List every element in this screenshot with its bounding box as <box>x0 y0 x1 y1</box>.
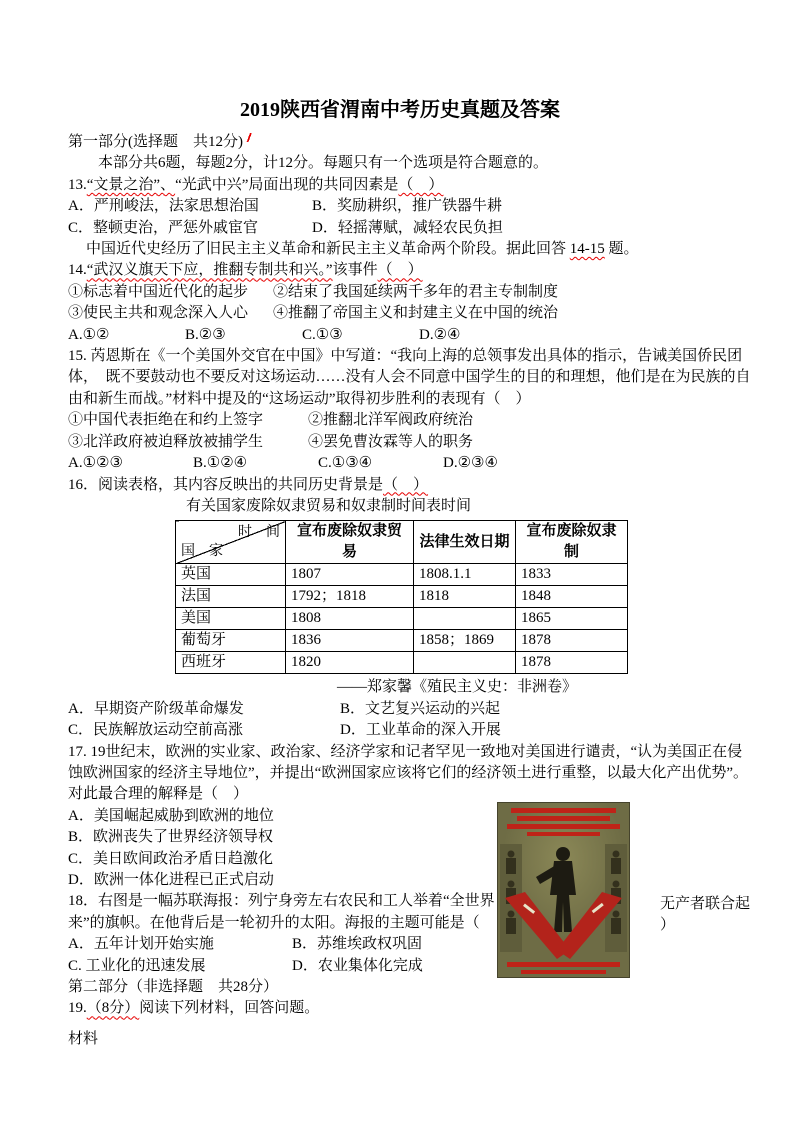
cell-country: 法国 <box>176 586 286 608</box>
cell-trade: 1807 <box>286 564 414 586</box>
q19-number: 19. <box>68 1000 87 1017</box>
spellcheck-mark <box>246 133 252 142</box>
blank-line <box>68 1020 732 1029</box>
cell-abolition: 1878 <box>516 630 628 652</box>
source-citation: ——郑家馨《殖民主义史：非洲卷》 <box>337 679 578 696</box>
statement-1: ①标志着中国近代化的起步 <box>68 283 249 300</box>
option-d: D．轻摇薄赋，减轻农民负担 <box>312 219 503 236</box>
q19-stem-text: 阅读下列材料，回答问题。 <box>139 1000 320 1017</box>
page-content <box>68 97 751 1050</box>
question-17-line2: 蚀欧洲国家的经济主导地位”，并提出“欧洲国家应该将它们的经济领土进行重整，以最大化产出优势”。 <box>68 764 748 781</box>
cell-country: 葡萄牙 <box>176 630 286 652</box>
note-text-pre: 中国近代史经历了旧民主主义革命和新民主主义革命两个阶段。据此回答 <box>86 241 570 258</box>
question-18-options-ab <box>68 934 732 955</box>
q14-quoted-text: “武汉义旗天下应，推翻专制共和兴。” <box>86 262 333 279</box>
option-c: C. 工业化的迅速发展 <box>68 957 206 974</box>
questions-17-18-block <box>68 806 751 977</box>
cell-country: 美国 <box>176 608 286 630</box>
table-corner-cell <box>176 521 286 564</box>
option-b: B．文艺复兴运动的兴起 <box>340 700 501 717</box>
table-header-row <box>176 521 628 564</box>
table-caption: 有关国家废除奴隶贸易和奴隶制时间表时间 <box>186 497 472 514</box>
option-a: A．五年计划开始实施 <box>68 936 214 953</box>
questions-14-15-note <box>68 239 732 260</box>
statement-4: ④罢免曹汝霖等人的职务 <box>308 433 474 450</box>
column-header: 宣布废除奴隶制 <box>516 521 628 564</box>
cell-law: 1818 <box>414 586 516 608</box>
part2-heading: 第二部分（非选择题 共28分） <box>68 979 279 995</box>
cell-law: 1808.1.1 <box>414 564 516 586</box>
question-18-line1-continued: 无产者联合起 <box>660 895 751 912</box>
question-19-stem <box>68 998 732 1019</box>
option-c: C.①③ <box>302 326 343 343</box>
table-row <box>176 630 628 652</box>
q13-quoted-term: “文景之治”、 <box>86 176 176 193</box>
question-15-line1: 15. 芮恩斯在《一个美国外交官在中国》中写道：“我向上海的总领事发出具体的指示，告诫美国侨民团 <box>68 348 743 365</box>
question-15-line3: 由和新生而战。”材料中提及的“这场运动”取得初步胜利的表现有（ ） <box>68 390 531 407</box>
question-15-statements-12 <box>68 410 732 431</box>
question-15-options <box>68 453 732 474</box>
q16-stem-text: 16．阅读表格，其内容反映出的共同历史背景是 <box>68 476 384 493</box>
question-13-options-ab <box>68 196 732 217</box>
option-b: B．苏维埃政权巩固 <box>292 936 423 953</box>
statement-3: ③北洋政府被迫释放被捕学生 <box>68 433 264 450</box>
corner-label-time: 时 间 <box>238 525 280 541</box>
question-16-options-cd <box>68 720 732 741</box>
option-b: B.①②④ <box>193 455 248 472</box>
question-17-option-d: D．欧洲一体化进程已正式启动 <box>68 871 274 888</box>
option-a: A.①②③ <box>68 455 123 472</box>
question-range: 14-15 <box>569 241 605 258</box>
question-18-options-cd <box>68 956 732 977</box>
option-d: D．农业集体化完成 <box>292 957 423 974</box>
question-18-line1: 18．右图是一幅苏联海报：列宁身旁左右农民和工人举着“全世界 <box>68 893 495 910</box>
cell-abolition: 1878 <box>516 652 628 674</box>
cell-abolition: 1865 <box>516 608 628 630</box>
statement-1: ①中国代表拒绝在和约上签字 <box>68 412 264 429</box>
soviet-poster-image <box>497 802 630 978</box>
corner-label-country: 国 家 <box>181 544 223 560</box>
option-d: D.②③④ <box>443 455 498 472</box>
question-17-line1: 17. 19世纪末，欧洲的实业家、政治家、经济学家和记者罕见一致地对美国进行谴责，“认为美国正在侵 <box>68 743 743 760</box>
question-14-options <box>68 325 732 346</box>
statement-2: ②结束了我国延续两千多年的君主专制制度 <box>273 283 559 300</box>
cell-law: 1858；1869 <box>414 630 516 652</box>
option-c: C．民族解放运动空前高涨 <box>68 722 244 739</box>
cell-trade: 1836 <box>286 630 414 652</box>
option-c: C．整顿吏治，严惩外戚宦官 <box>68 219 259 236</box>
statement-4: ④推翻了帝国主义和封建主义在中国的统治 <box>273 305 559 322</box>
part1-heading <box>68 132 732 153</box>
cell-trade: 1792；1818 <box>286 586 414 608</box>
document-title: 2019陕西省渭南中考历史真题及答案 <box>240 99 560 121</box>
q14-answer-blank: （ ） <box>377 262 423 279</box>
question-15-statements-34 <box>68 432 732 453</box>
material-label: 材料 <box>68 1030 99 1047</box>
option-a: A．严刑峻法，法家思想治国 <box>68 198 259 215</box>
q14-stem-text: 该事件 <box>332 262 378 279</box>
question-16-options-ab <box>68 699 732 720</box>
option-b: B.②③ <box>185 326 226 343</box>
q13-stem-text: “光武中兴”局面出现的共同因素是 <box>175 176 399 193</box>
option-a: A.①② <box>68 326 110 343</box>
cell-trade: 1820 <box>286 652 414 674</box>
option-b: B．奖励耕织，推广铁器牛耕 <box>312 198 503 215</box>
question-13-stem <box>68 175 732 196</box>
q16-answer-blank: （ ） <box>383 476 429 493</box>
statement-3: ③使民主共和观念深入人心 <box>68 305 249 322</box>
question-16-stem <box>68 475 732 496</box>
q19-score: （8分） <box>86 1000 140 1017</box>
part1-intro: 本部分共6题，每题2分，计12分。每题只有一个选项是符合题意的。 <box>98 155 549 172</box>
cell-law <box>414 608 516 630</box>
question-14-stem <box>68 260 732 281</box>
table-row <box>176 564 628 586</box>
part1-heading-text: 第一部分(选择题 共12分) <box>68 134 243 150</box>
cell-trade: 1808 <box>286 608 414 630</box>
question-14-statements-12 <box>68 282 732 303</box>
cell-country: 西班牙 <box>176 652 286 674</box>
option-c: C.①③④ <box>318 455 373 472</box>
question-17-option-b: B．欧洲丧失了世界经济领导权 <box>68 829 274 846</box>
table-row <box>176 586 628 608</box>
note-text-post: 题。 <box>604 241 639 258</box>
q14-number: 14. <box>68 262 87 279</box>
cell-abolition: 1833 <box>516 564 628 586</box>
question-18-line2: 来”的旗帜。在他背后是一轮初升的太阳。海报的主题可能是（ <box>68 914 480 931</box>
column-header: 法律生效日期 <box>414 521 516 564</box>
cell-country: 英国 <box>176 564 286 586</box>
q13-number: 13. <box>68 176 87 193</box>
table-row <box>176 608 628 630</box>
slavery-abolition-table <box>175 520 628 674</box>
statement-2: ②推翻北洋军阀政府统治 <box>308 412 474 429</box>
question-17-option-c: C．美日欧间政治矛盾日趋激化 <box>68 850 274 867</box>
column-header: 宣布废除奴隶贸易 <box>286 521 414 564</box>
cell-law <box>414 652 516 674</box>
cell-abolition: 1848 <box>516 586 628 608</box>
question-14-statements-34 <box>68 303 732 324</box>
table-row <box>176 652 628 674</box>
option-a: A．早期资产阶级革命爆发 <box>68 700 244 717</box>
question-13-options-cd <box>68 218 732 239</box>
option-d: D．工业革命的深入开展 <box>340 722 501 739</box>
question-18-line2-continued: ） <box>660 916 676 933</box>
poster-graphic <box>497 802 630 978</box>
q13-answer-blank: （ ） <box>398 176 444 193</box>
question-15-line2: 体， 既不要鼓动也不要反对这场运动……没有人会不同意中国学生的目的和理想，他们是在为民族的自 <box>68 369 751 386</box>
option-d: D.②④ <box>419 326 461 343</box>
question-17-option-a: A．美国崛起威胁到欧洲的地位 <box>68 807 274 824</box>
question-17-line3: 对此最合理的解释是（ ） <box>68 786 249 803</box>
